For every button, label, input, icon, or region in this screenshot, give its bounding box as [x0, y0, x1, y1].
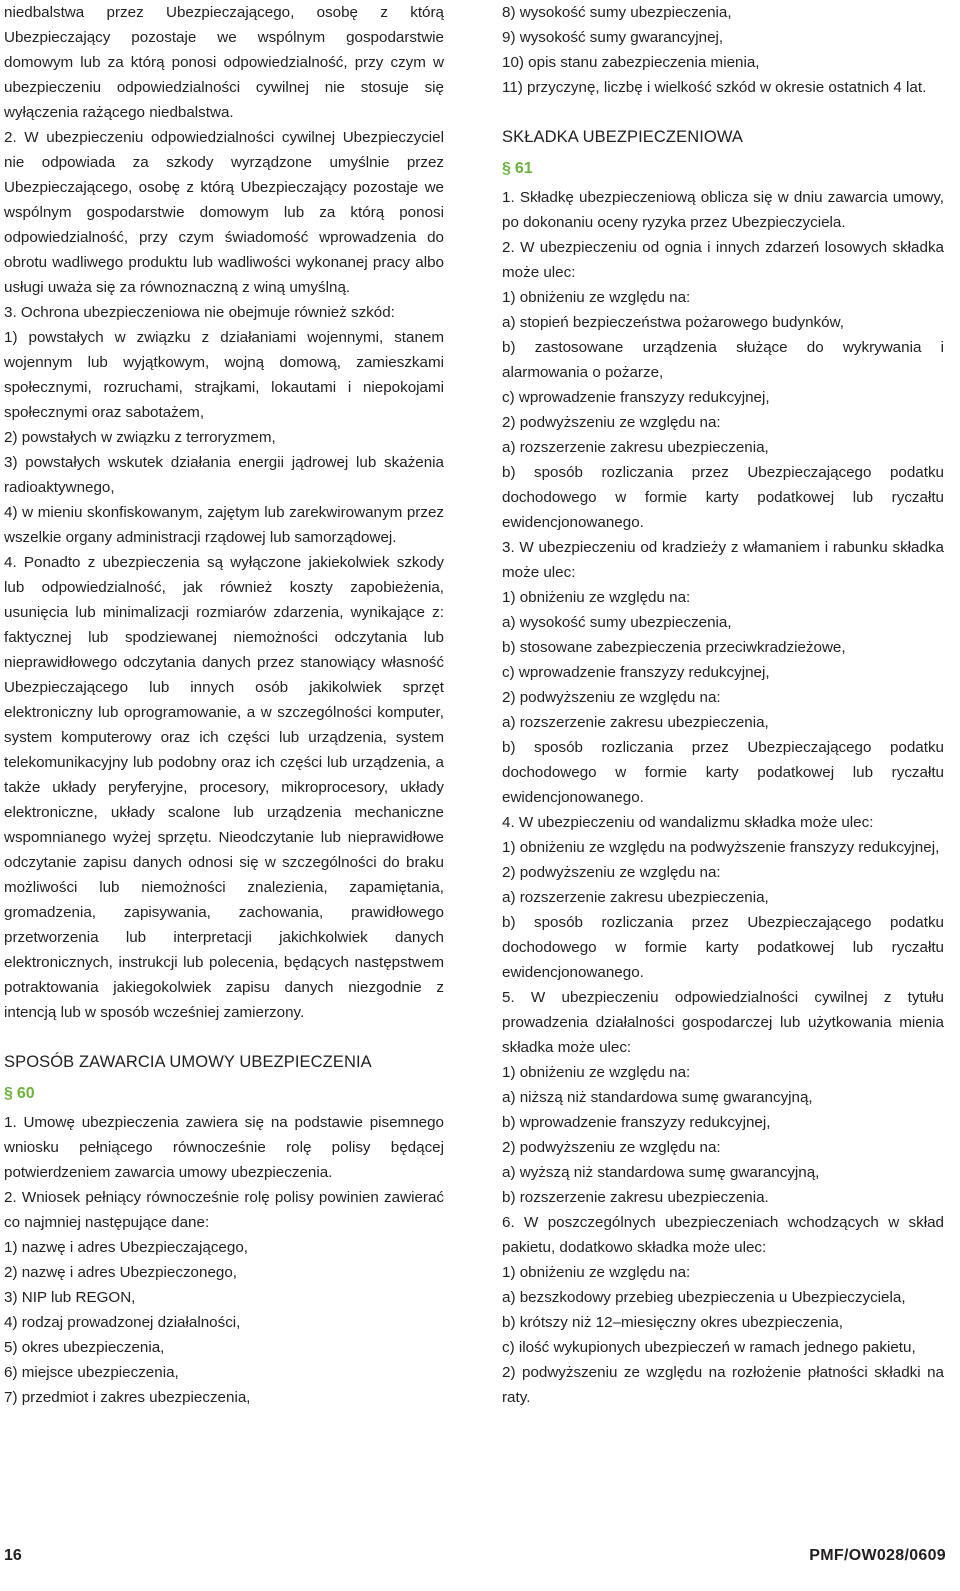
paragraph: 6) miejsce ubezpieczenia,: [4, 1364, 179, 1381]
paragraph: 7) przedmiot i zakres ubezpieczenia,: [4, 1389, 251, 1406]
paragraph: a) wyższą niż standardowa sumę gwarancyjną,: [502, 1164, 820, 1181]
paragraph: 1) obniżeniu ze względu na podwyższenie franszyzy redukcyjnej,: [502, 839, 940, 856]
section-sign-icon: §: [502, 160, 511, 177]
paragraph: 11) przyczynę, liczbę i wielkość szkód w okresie ostatnich 4 lat.: [502, 79, 927, 96]
paragraph: 2) podwyższeniu ze względu na:: [502, 864, 721, 881]
paragraph: 1. Umowę ubezpieczenia zawiera się na podstawie pisemnego wniosku pełniącego równocześnie rolę polisy będącej potwierdzeniem zawarcia umowy ubezpieczenia.: [4, 1114, 444, 1181]
paragraph: 3) NIP lub REGON,: [4, 1289, 136, 1306]
paragraph: 1) powstałych w związku z działaniami wojennymi, stanem wojennym lub wyjątkowym, wojną domową, zamieszkami społecznymi, rozruchami, strajkami, lokautami i niepokojami społecznymi oraz sabotażem,: [4, 329, 444, 421]
paragraph: a) rozszerzenie zakresu ubezpieczenia,: [502, 714, 769, 731]
page-number: 16: [4, 1547, 22, 1564]
paragraph: 2. W ubezpieczeniu od ognia i innych zdarzeń losowych składka może ulec:: [502, 239, 944, 281]
paragraph: 9) wysokość sumy gwarancyjnej,: [502, 29, 724, 46]
paragraph: 1) obniżeniu ze względu na:: [502, 1064, 691, 1081]
paragraph: 2) nazwę i adres Ubezpieczonego,: [4, 1264, 238, 1281]
paragraph-number-value: 61: [514, 160, 533, 177]
paragraph: 1) nazwę i adres Ubezpieczającego,: [4, 1239, 248, 1256]
paragraph: 5) okres ubezpieczenia,: [4, 1339, 165, 1356]
paragraph: 4. W ubezpieczeniu od wandalizmu składka może ulec:: [502, 814, 874, 831]
paragraph: 4. Ponadto z ubezpieczenia są wyłączone jakiekolwiek szkody lub odpowiedzialność, jak również koszty zapobieżenia, usunięcia lub minimalizacji rozmiarów zdarzenia, wynikające z: faktycznej lub spodziewanej niemożności odczytania lub nieprawidłowego odczytania danych przez stanowiący własność Ubezpieczającego lub innych osób jakikolwiek sprzęt elektroniczny lub oprogramowanie, a w szczególności komputer, system komputerowy oraz ich części lub urządzenia, system telekomunikacyjny lub podobny oraz ich części lub urządzenia, a także układy peryferyjne, procesory, mikroprocesory, układy elektroniczne, układy scalone lub urządzenia mechaniczne wspomnianego wyżej sprzętu. Nieodczytanie lub nieprawidłowe odczytanie zapisu danych odnosi się w szczególności do braku możliwości lub niemożności znalezienia, zapamiętania, gromadzenia, zapisywania, zachowania, prawidłowego przetworzenia lub interpretacji jakichkolwiek danych elektronicznych, instrukcji lub polecenia, będących następstwem potraktowania jakiegokolwiek zapisu danych niezgodnie z intencją lub w sposób wcześniej zamierzony.: [4, 554, 444, 1021]
paragraph: 8) wysokość sumy ubezpieczenia,: [502, 4, 732, 21]
section-sign-icon: §: [4, 1085, 13, 1102]
paragraph: 1) obniżeniu ze względu na:: [502, 289, 691, 306]
paragraph: b) krótszy niż 12–miesięczny okres ubezpieczenia,: [502, 1314, 844, 1331]
paragraph: 1. Składkę ubezpieczeniową oblicza się w dniu zawarcia umowy, po dokonaniu oceny ryzyka przez Ubezpieczyciela.: [502, 189, 944, 231]
paragraph: 2) podwyższeniu ze względu na rozłożenie płatności składki na raty.: [502, 1364, 944, 1406]
paragraph: c) wprowadzenie franszyzy redukcyjnej,: [502, 389, 770, 406]
paragraph: b) sposób rozliczania przez Ubezpieczającego podatku dochodowego w formie karty podatkowej lub ryczałtu ewidencjonowanego.: [502, 739, 944, 806]
paragraph: 1) obniżeniu ze względu na:: [502, 1264, 691, 1281]
paragraph: a) niższą niż standardowa sumę gwarancyjną,: [502, 1089, 813, 1106]
paragraph: a) wysokość sumy ubezpieczenia,: [502, 614, 732, 631]
paragraph: 3) powstałych wskutek działania energii jądrowej lub skażenia radioaktywnego,: [4, 454, 444, 496]
section-heading: SKŁADKA UBEZPIECZENIOWA: [502, 128, 743, 146]
paragraph: 10) opis stanu zabezpieczenia mienia,: [502, 54, 760, 71]
paragraph: 2) podwyższeniu ze względu na:: [502, 414, 721, 431]
paragraph: 4) rodzaj prowadzonej działalności,: [4, 1314, 241, 1331]
paragraph: b) stosowane zabezpieczenia przeciwkradzieżowe,: [502, 639, 846, 656]
paragraph: b) sposób rozliczania przez Ubezpieczającego podatku dochodowego w formie karty podatkowej lub ryczałtu ewidencjonowanego.: [502, 464, 944, 531]
paragraph: 1) obniżeniu ze względu na:: [502, 589, 691, 606]
paragraph: a) stopień bezpieczeństwa pożarowego budynków,: [502, 314, 844, 331]
paragraph: 2. W ubezpieczeniu odpowiedzialności cywilnej Ubezpieczyciel nie odpowiada za szkody wyrządzone umyślnie przez Ubezpieczającego, osobę z którą Ubezpieczający pozostaje we wspólnym gospodarstwie domowym lub za którą ponosi odpowiedzialność, przy czym świadomość wprowadzenia do obrotu wadliwego produktu lub wadliwości wykonanej pracy albo usługi uważa się za równoznaczną z winą umyślną.: [4, 129, 444, 296]
paragraph: 2) podwyższeniu ze względu na:: [502, 689, 721, 706]
paragraph: 3. W ubezpieczeniu od kradzieży z włamaniem i rabunku składka może ulec:: [502, 539, 944, 581]
paragraph-number: [502, 156, 944, 181]
paragraph: 4) w mieniu skonfiskowanym, zajętym lub zarekwirowanym przez wszelkie organy administracji rządowej lub samorządowej.: [4, 504, 444, 546]
paragraph: a) bezszkodowy przebieg ubezpieczenia u Ubezpieczyciela,: [502, 1289, 906, 1306]
document-code: PMF/OW028/0609: [809, 1547, 946, 1564]
paragraph: a) rozszerzenie zakresu ubezpieczenia,: [502, 889, 769, 906]
paragraph: 2. Wniosek pełniący równocześnie rolę polisy powinien zawierać co najmniej następujące dane:: [4, 1189, 444, 1231]
paragraph: 6. W poszczególnych ubezpieczeniach wchodzących w skład pakietu, dodatkowo składka może ulec:: [502, 1214, 944, 1256]
right-column: [502, 0, 944, 1410]
paragraph: a) rozszerzenie zakresu ubezpieczenia,: [502, 439, 769, 456]
paragraph: b) sposób rozliczania przez Ubezpieczającego podatku dochodowego w formie karty podatkowej lub ryczałtu ewidencjonowanego.: [502, 914, 944, 981]
paragraph-number: [4, 1081, 444, 1106]
paragraph: b) rozszerzenie zakresu ubezpieczenia.: [502, 1189, 769, 1206]
section-heading: SPOSÓB ZAWARCIA UMOWY UBEZPIECZENIA: [4, 1053, 372, 1071]
paragraph: 2) powstałych w związku z terroryzmem,: [4, 429, 276, 446]
paragraph: 5. W ubezpieczeniu odpowiedzialności cywilnej z tytułu prowadzenia działalności gospodarczej lub użytkowania mienia składka może ulec:: [502, 989, 944, 1056]
paragraph: c) ilość wykupionych ubezpieczeń w ramach jednego pakietu,: [502, 1339, 916, 1356]
paragraph: 3. Ochrona ubezpieczeniowa nie obejmuje również szkód:: [4, 304, 395, 321]
paragraph: b) wprowadzenie franszyzy redukcyjnej,: [502, 1114, 771, 1131]
paragraph: 2) podwyższeniu ze względu na:: [502, 1139, 721, 1156]
paragraph: niedbalstwa przez Ubezpieczającego, osobę z którą Ubezpieczający pozostaje we wspólnym gospodarstwie domowym lub za którą ponosi odpowiedzialność, przy czym w ubezpieczeniu odpowiedzialności cywilnej nie stosuje się wyłączenia rażącego niedbalstwa.: [4, 4, 444, 121]
paragraph-number-value: 60: [16, 1085, 35, 1102]
paragraph: b) zastosowane urządzenia służące do wykrywania i alarmowania o pożarze,: [502, 339, 944, 381]
paragraph: c) wprowadzenie franszyzy redukcyjnej,: [502, 664, 770, 681]
left-column: [4, 0, 444, 1410]
